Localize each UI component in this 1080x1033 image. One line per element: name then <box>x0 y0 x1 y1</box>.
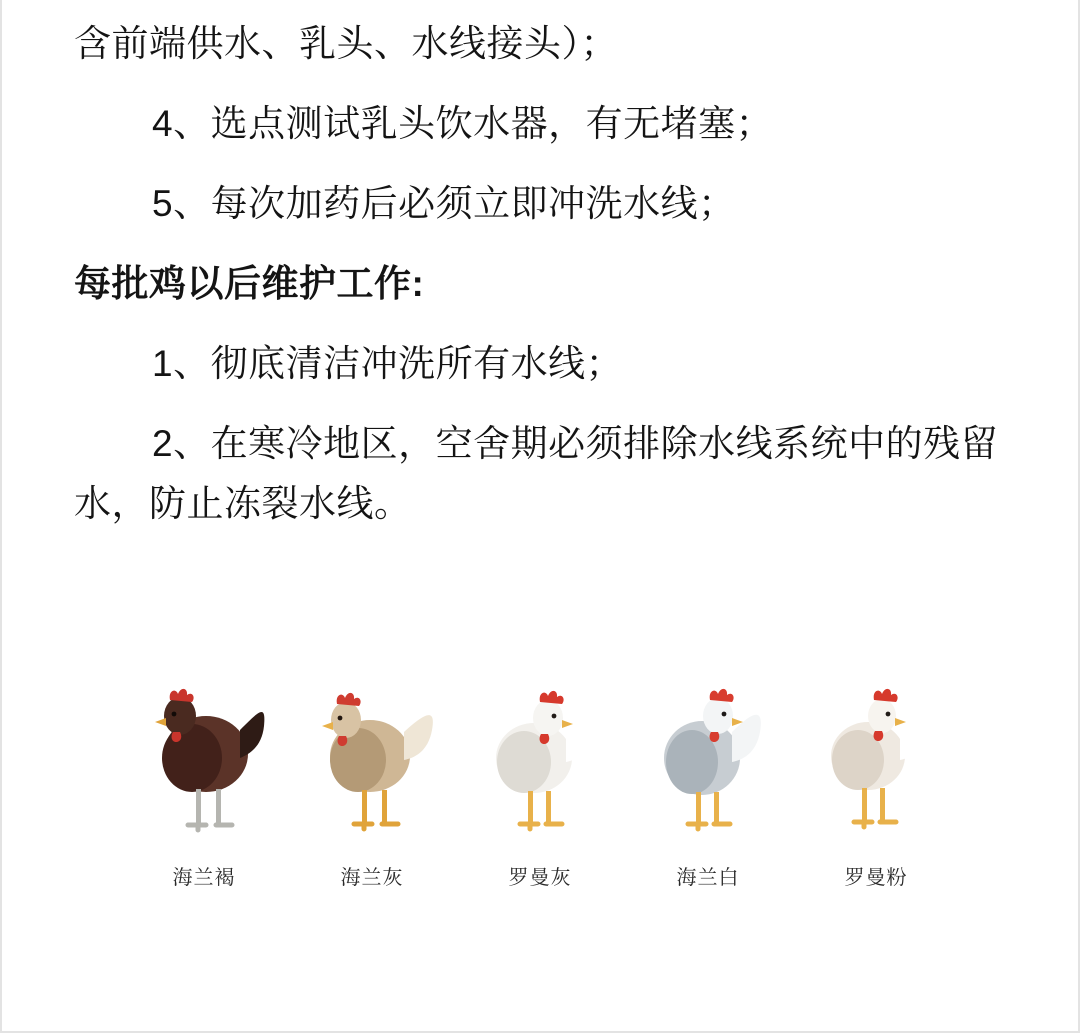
breed-label: 海兰白 <box>676 866 740 889</box>
chicken-icon <box>136 634 272 849</box>
breed-label: 罗曼灰 <box>508 866 572 889</box>
article-body <box>2 0 1078 534</box>
breed-item <box>640 634 776 890</box>
breed-item <box>136 634 272 890</box>
chicken-icon <box>304 634 440 849</box>
paragraph-5: 2、在寒冷地区，空舍期必须排除水线系统中的残留水，防止冻裂水线。 <box>74 422 999 524</box>
paragraph-0: 含前端供水、乳头、水线接头）； <box>74 23 618 64</box>
paragraph-1: 4、选点测试乳头饮水器，有无堵塞； <box>152 102 774 144</box>
breed-item <box>808 634 944 890</box>
breed-label: 罗曼粉 <box>844 866 908 889</box>
breed-item <box>472 634 608 890</box>
chicken-icon <box>640 634 776 849</box>
paragraph-heading: 每批鸡以后维护工作: <box>74 262 425 304</box>
breed-label: 海兰褐 <box>172 866 236 889</box>
breed-gallery <box>2 630 1078 890</box>
breed-label: 海兰灰 <box>340 866 404 889</box>
breed-item <box>304 634 440 890</box>
chicken-icon <box>472 634 608 849</box>
chicken-icon <box>808 634 944 849</box>
paragraph-4: 1、彻底清洁冲洗所有水线； <box>152 342 624 384</box>
paragraph-2: 5、每次加药后必须立即冲洗水线； <box>152 182 736 224</box>
